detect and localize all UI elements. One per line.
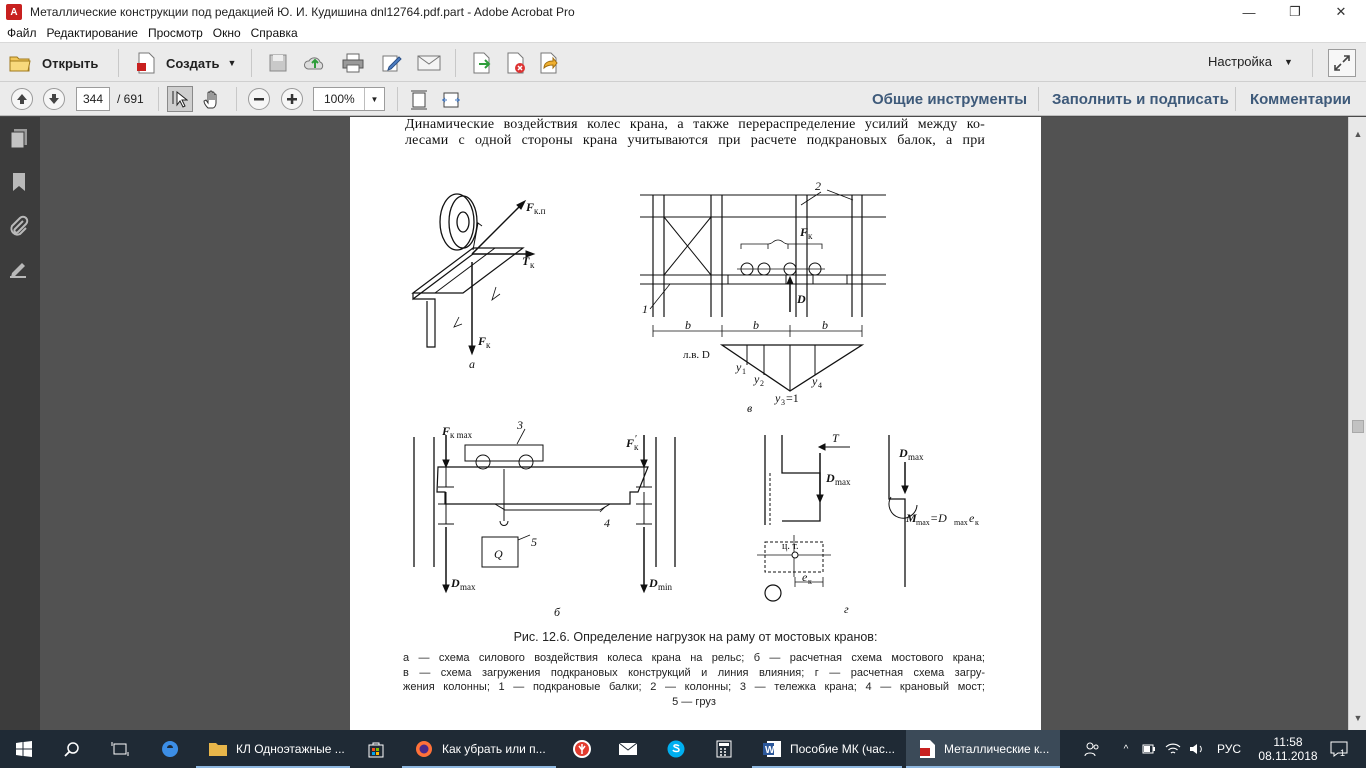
svg-text:W: W: [765, 745, 775, 756]
dim-b: b: [822, 318, 828, 332]
language-indicator[interactable]: РУС: [1216, 742, 1242, 756]
fit-width-button[interactable]: [439, 88, 463, 112]
menu-help[interactable]: Справка: [250, 26, 298, 40]
label-fk-sub: к: [486, 340, 491, 350]
label-fkp: F: [526, 200, 535, 214]
separator: [236, 87, 237, 111]
search-button[interactable]: [48, 730, 96, 768]
calculator-icon: [716, 740, 732, 758]
panel-label-a: а: [469, 357, 475, 371]
wifi-icon[interactable]: [1164, 730, 1182, 768]
panel-label-g: г: [844, 602, 849, 616]
separator: [251, 49, 252, 77]
tools-pane-link[interactable]: Общие инструменты: [872, 90, 1028, 108]
cursor-icon: [172, 90, 188, 108]
technical-figure: [350, 117, 1041, 622]
label-dmax-mom: D: [899, 446, 908, 460]
mail-icon: [618, 742, 638, 756]
volume-icon[interactable]: [1188, 730, 1206, 768]
taskbar-app-word[interactable]: [752, 730, 902, 768]
taskbar-app-label: Пособие МК (час...: [790, 742, 895, 756]
label-t: T: [832, 431, 839, 445]
label-fkprime-sub: к: [634, 442, 639, 452]
chevron-down-icon: ▼: [1284, 56, 1293, 67]
label-fk-v-sub: к: [808, 231, 813, 241]
bookmarks-button[interactable]: [8, 171, 30, 193]
yandex-button[interactable]: [560, 730, 604, 768]
label-mmax-eq-sub: max: [954, 518, 968, 527]
label-y3-sub: 3: [781, 398, 785, 407]
notification-icon: [1330, 741, 1348, 757]
pages-icon: [8, 127, 30, 149]
figure-panel-g: [757, 431, 979, 616]
label-mmax-e: e: [969, 511, 975, 525]
label-dmax-g: D: [826, 471, 835, 485]
menu-view[interactable]: Просмотр: [147, 26, 203, 40]
fit-page-icon: [410, 90, 428, 110]
taskbar-app-label: КЛ Одноэтажные ...: [236, 742, 345, 756]
open-label: Открыть: [42, 55, 99, 71]
delete-page-icon: [504, 51, 528, 75]
label-tk-sub: к: [530, 260, 535, 270]
customize-button[interactable]: [1208, 54, 1293, 69]
window-title: Металлические конструкции под редакцией Ю. И. Кудишина dnl12764.pdf.part - Adobe Acrobat Pro: [30, 5, 575, 19]
separator: [158, 87, 159, 111]
clock-date: 08.11.2018: [1258, 749, 1318, 763]
skype-button[interactable]: [654, 730, 698, 768]
notification-count: 1: [1340, 748, 1346, 758]
acrobat-icon: [918, 739, 936, 759]
share-icon: [537, 51, 561, 75]
minimize-button[interactable]: —: [1242, 4, 1256, 20]
figure-panel-b: [414, 418, 675, 619]
label-fkp-sub: к.п: [534, 206, 546, 216]
calculator-button[interactable]: [702, 730, 746, 768]
battery-icon[interactable]: [1140, 730, 1158, 768]
figure-caption: Рис. 12.6. Определение нагрузок на раму от мостовых кранов:: [513, 630, 878, 644]
tray-chevron-up-icon[interactable]: ^: [1123, 743, 1129, 755]
scroll-up-arrow-icon[interactable]: ▲: [1353, 128, 1363, 139]
zoom-select[interactable]: [313, 87, 385, 111]
bookmark-icon: [8, 171, 30, 193]
label-three: 3: [517, 418, 523, 432]
store-button[interactable]: [354, 730, 398, 768]
legend-line: в — схема загружения подкрановых конструкций и линия влияния; г — расчетная схема загру-: [403, 666, 985, 679]
label-dmax-mom-sub: max: [908, 452, 924, 462]
close-button[interactable]: ✕: [1335, 4, 1347, 19]
arrow-down-icon: [48, 93, 60, 105]
fit-page-button[interactable]: [407, 88, 431, 112]
navigation-toolbar: [0, 82, 1366, 116]
email-button[interactable]: [417, 51, 441, 75]
menu-bar: [0, 24, 1366, 42]
clock[interactable]: [1252, 730, 1324, 768]
label-y4: y: [812, 374, 818, 388]
cloud-upload-icon: [303, 51, 327, 75]
label-fk: F: [478, 334, 487, 348]
search-icon: [64, 741, 80, 757]
taskbar-app-label: Металлические к...: [944, 742, 1050, 756]
label-ek-sub: к: [808, 577, 812, 586]
taskbar-app-label: Как убрать или п...: [442, 742, 546, 756]
column-outline: [765, 435, 820, 525]
edge-icon: [160, 739, 180, 759]
label-fkmax-sub: к max: [450, 430, 473, 440]
start-button[interactable]: [0, 730, 48, 768]
firefox-icon: [414, 739, 434, 759]
task-view-icon: [111, 741, 129, 757]
crane-bridge: [437, 467, 648, 504]
notification-center-button[interactable]: [1326, 730, 1352, 768]
label-two: 2: [815, 179, 821, 193]
folder-icon: [8, 51, 32, 75]
body-text-line: Динамические воздействия колес крана, а также перераспределение усилий между ко-: [405, 117, 985, 132]
page-total: / 691: [117, 92, 144, 106]
save-icon: [266, 51, 290, 75]
word-icon: [762, 739, 782, 759]
chevron-down-icon[interactable]: ▼: [364, 88, 384, 110]
separator: [1312, 49, 1313, 77]
restore-button[interactable]: ❐: [1289, 4, 1301, 19]
mail-icon: [417, 51, 441, 75]
figure-legend: [403, 651, 985, 709]
clock-time: 11:58: [1273, 735, 1303, 749]
dim-b: b: [753, 318, 759, 332]
separator: [1235, 87, 1236, 111]
folder-icon: [208, 741, 228, 757]
plus-icon: [286, 93, 298, 105]
page-thumbnails-button[interactable]: [8, 127, 30, 149]
label-prime: ′: [635, 434, 638, 445]
label-tk: T: [522, 254, 530, 268]
label-dmax: D: [451, 576, 460, 590]
print-icon: [341, 51, 365, 75]
save-button[interactable]: [266, 51, 290, 75]
hand-tool-button[interactable]: [200, 88, 224, 112]
label-dmax-sub: max: [460, 582, 476, 592]
people-icon[interactable]: [1080, 730, 1104, 768]
separator: [118, 49, 119, 77]
customize-label: Настройка: [1208, 54, 1272, 69]
panel-label-b: б: [554, 605, 561, 619]
label-dmin: D: [649, 576, 658, 590]
dim-b: b: [685, 318, 691, 332]
label-ek: e: [802, 570, 808, 584]
label-d: D: [797, 292, 806, 306]
label-fkprime: F: [626, 436, 635, 450]
open-button[interactable]: [8, 50, 98, 76]
fit-width-icon: [441, 90, 461, 110]
label-y2: y: [754, 372, 760, 386]
arrow-up-icon: [16, 93, 28, 105]
export-button[interactable]: [470, 51, 494, 75]
label-fkmax: F: [442, 424, 451, 438]
paperclip-icon: [8, 215, 30, 237]
windows-logo-icon: [16, 741, 32, 757]
fill-sign-pane-link[interactable]: Заполнить и подписать: [1052, 90, 1229, 108]
vertical-scrollbar[interactable]: [1348, 117, 1366, 730]
edit-pencil-icon: [380, 51, 404, 75]
hand-icon: [203, 90, 221, 110]
label-y4-sub: 4: [818, 381, 822, 390]
label-four: 4: [604, 516, 610, 530]
yandex-icon: [572, 739, 592, 759]
body-text-line: лесами с одной стороны крана учитываются при расчете подкрановых балок, а при: [405, 133, 985, 148]
zoom-value: 100%: [324, 92, 355, 106]
chevron-down-icon: ▼: [227, 58, 237, 68]
create-button[interactable]: [134, 50, 236, 76]
pdf-page[interactable]: [350, 117, 1041, 730]
label-dmax-g-sub: max: [835, 477, 851, 487]
taskbar-app-explorer[interactable]: [196, 730, 350, 768]
label-y3: y: [775, 391, 781, 405]
label-fk-v: F: [800, 225, 809, 239]
minus-icon: [253, 93, 265, 105]
figure-panel-a: [413, 194, 546, 371]
legend-line: жения колонны; 1 — подкрановые балки; 2 — колонны; 3 — тележка крана; 4 — крановый мост;: [403, 681, 985, 693]
separator: [1038, 87, 1039, 111]
fullscreen-button[interactable]: [1328, 49, 1356, 77]
panel-label-v: в: [747, 401, 753, 415]
store-icon: [367, 740, 385, 758]
taskbar-app-acrobat[interactable]: [906, 730, 1060, 768]
delete-page-button[interactable]: [504, 51, 528, 75]
title-bar: [0, 0, 1366, 24]
legend-line: 5 — груз: [672, 695, 716, 708]
skype-icon: [666, 739, 686, 759]
label-ct: ц. т.: [782, 541, 799, 552]
signature-icon: [8, 259, 30, 281]
menu-window[interactable]: Окно: [212, 26, 241, 40]
attachments-button[interactable]: [8, 215, 30, 237]
label-mmax-eq: =D: [930, 511, 947, 525]
label-q: Q: [494, 547, 503, 561]
windows-taskbar: [0, 730, 1366, 768]
label-y3-eq: =1: [786, 391, 799, 405]
separator: [397, 87, 398, 111]
taskbar-app-firefox[interactable]: [402, 730, 556, 768]
document-viewer[interactable]: [40, 117, 1348, 730]
scroll-thumb[interactable]: [1352, 420, 1364, 433]
zoom-out-button[interactable]: [248, 88, 270, 110]
label-dmin-sub: min: [658, 582, 673, 592]
main-toolbar: [0, 42, 1366, 82]
menu-edit[interactable]: Редактирование: [46, 26, 138, 40]
previous-page-button[interactable]: [11, 88, 33, 110]
create-pdf-icon: [134, 51, 158, 75]
label-mmax-sub: max: [916, 518, 930, 527]
scroll-down-arrow-icon[interactable]: ▼: [1353, 712, 1363, 723]
create-label: Создать: [166, 55, 220, 71]
label-y1: y: [736, 360, 742, 374]
navigation-pane: [0, 117, 40, 730]
label-lv: л.в. D: [683, 349, 710, 361]
edge-button[interactable]: [148, 730, 192, 768]
separator: [455, 49, 456, 77]
cloud-upload-button[interactable]: [303, 51, 327, 75]
mail-app-button[interactable]: [606, 730, 650, 768]
menu-file[interactable]: Файл: [7, 26, 37, 40]
comments-pane-link[interactable]: Комментарии: [1250, 90, 1352, 108]
signatures-button[interactable]: [8, 259, 30, 281]
label-y2-sub: 2: [760, 379, 764, 388]
print-button[interactable]: [341, 51, 365, 75]
label-five: 5: [531, 535, 537, 549]
legend-line: а — схема силового воздействия колеса крана на рельс; б — расчетная схема мостового крана;: [403, 652, 985, 664]
label-mmax-e-sub: к: [975, 518, 979, 527]
label-one: 1: [642, 302, 648, 316]
select-tool-button[interactable]: [167, 86, 193, 112]
acrobat-app-icon[interactable]: A: [6, 4, 22, 20]
export-icon: [470, 51, 494, 75]
task-view-button[interactable]: [96, 730, 144, 768]
figure-panel-v: [640, 179, 886, 415]
page-number-input[interactable]: 344: [76, 87, 110, 111]
label-mmax: M: [906, 511, 917, 525]
edit-button[interactable]: [380, 51, 404, 75]
label-y1-sub: 1: [742, 367, 746, 376]
next-page-button[interactable]: [43, 88, 65, 110]
share-button[interactable]: [537, 51, 561, 75]
expand-icon: [1333, 54, 1351, 72]
zoom-in-button[interactable]: [281, 88, 303, 110]
